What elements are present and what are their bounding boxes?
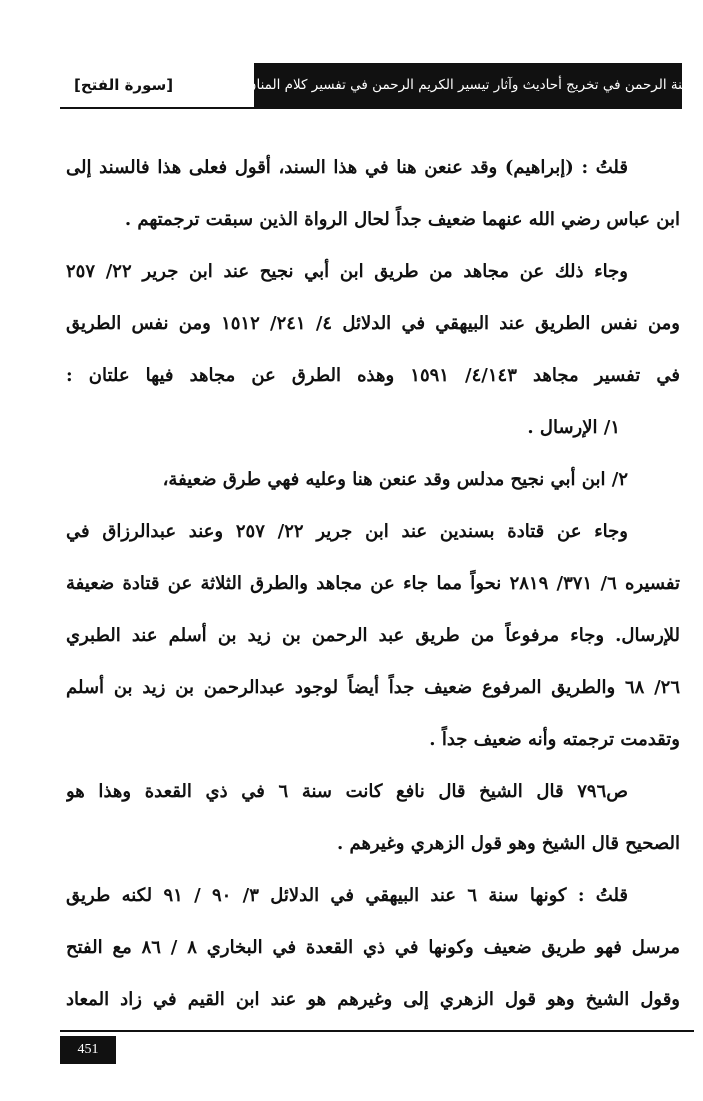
text-line: ٢٦/ ٦٨ والطريق المرفوع ضعيف جداً أيضاً لوجود عبدالرحمن بن زيد بن أسلم: [66, 677, 680, 698]
surah-title: [سورة الفتح]: [74, 76, 174, 94]
text-line: ومن نفس الطريق عند البيهقي في الدلائل ٤/ ٢٤١/ ١٥١٢ ومن نفس الطريق: [66, 313, 680, 334]
text-line: ابن عباس رضي الله عنهما ضعيف جداً لحال الرواة الذين سبقت ترجمتهم .: [124, 209, 680, 230]
text-line: ٢/ ابن أبي نجيح مدلس وقد عنعن هنا وعليه فهي طرق ضعيفة،: [162, 469, 628, 490]
text-line: وجاء عن قتادة بسندين عند ابن جرير ٢٢/ ٢٥٧ وعند عبدالرزاق في: [66, 521, 628, 542]
text-line: في تفسير مجاهد ٤/١٤٣/ ١٥٩١ وهذه الطرق عن مجاهد فيها علتان :: [66, 365, 680, 386]
footer-rule: [60, 1030, 694, 1032]
book-title: منة الرحمن في تخريج أحاديث وآثار تيسير الكريم الرحمن في تفسير كلام المنان: [254, 63, 682, 107]
text-line: ١/ الإرسال .: [527, 417, 620, 438]
text-line: وجاء ذلك عن مجاهد من طريق ابن أبي نجيح عند ابن جرير ٢٢/ ٢٥٧: [66, 261, 628, 282]
text-line: ص٧٩٦ قال الشيخ قال نافع كانت سنة ٦ في ذي القعدة وهذا هو: [66, 781, 629, 802]
text-line: الصحيح قال الشيخ وهو قول الزهري وغيرهم .: [337, 833, 680, 854]
page-header: [60, 63, 690, 109]
text-line: وتقدمت ترجمته وأنه ضعيف جداً .: [429, 729, 680, 750]
text-line: للإرسال. وجاء مرفوعاً من طريق عبد الرحمن بن زيد بن أسلم عند الطبري: [66, 625, 680, 646]
text-line: قلتُ : (إبراهيم) وقد عنعن هنا في هذا السند، أقول فعلى هذا فالسند إلى: [66, 157, 628, 178]
text-line: وقول الشيخ وهو قول الزهري إلى وغيرهم هو عند ابن القيم في زاد المعاد: [66, 989, 680, 1010]
text-line: مرسل فهو طريق ضعيف وكونها في ذي القعدة في البخاري ٨ / ٨٦ مع الفتح: [66, 937, 680, 958]
text-line: قلتُ : كونها سنة ٦ عند البيهقي في الدلائل ٣/ ٩٠ / ٩١ لكنه طريق: [66, 885, 629, 906]
body-text: [66, 142, 680, 1026]
text-line: تفسيره ٦/ ٣٧١/ ٢٨١٩ نحواً مما جاء عن مجاهد والطرق الثلاثة عن قتادة ضعيفة: [66, 573, 680, 594]
page-number: 451: [60, 1036, 116, 1064]
